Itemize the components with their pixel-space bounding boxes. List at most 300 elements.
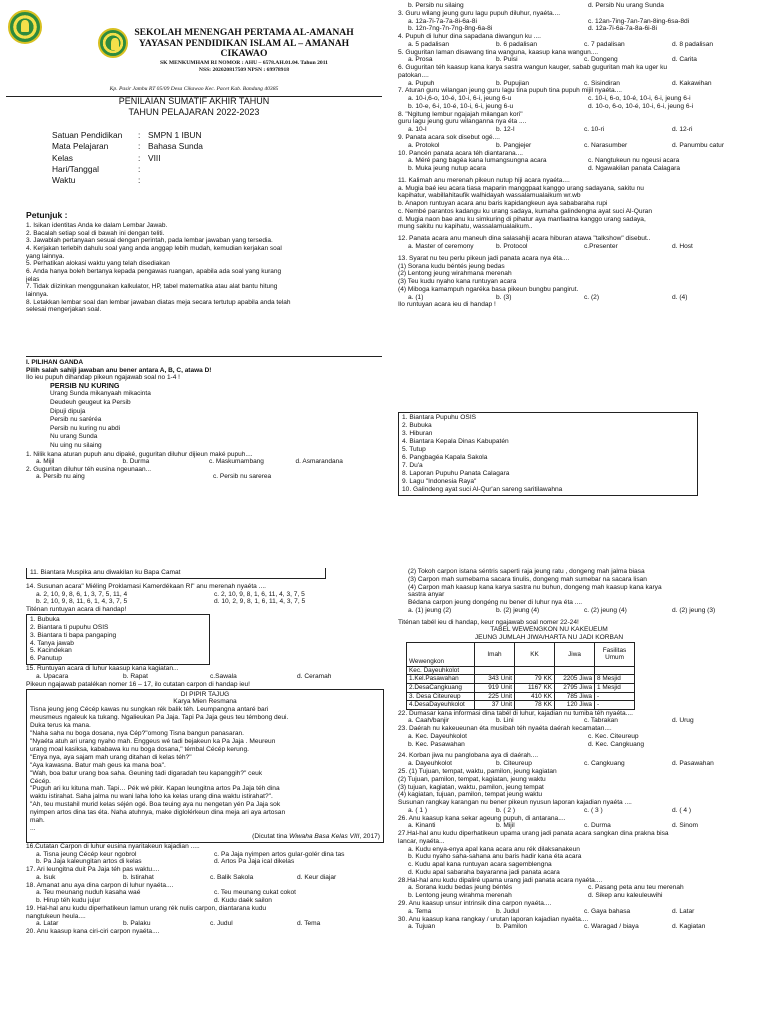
header-section — [6, 6, 382, 106]
question-25-line: (3) tujuan, kagiatan, waktu, pamilon, jeung tempat — [398, 783, 544, 791]
question-29: 29. Anu kaasup unsur intrinsik dina carpon nyaéta.... — [398, 900, 552, 907]
rundown-item: 10. Galindeng ayat suci Al-Qur'an sareng saritilawahna — [402, 486, 563, 494]
statement-line: (3) Carpon mah sumebarna sacara tinulis, dongeng mah sumebar na sacara lisan — [408, 575, 647, 583]
poem-title: PERSIB NU KURING — [50, 380, 120, 390]
answer-option: b. Lentong jeung wirahma merenah — [408, 892, 512, 900]
table-cell: 120 Jiwa — [555, 701, 595, 710]
answer-option: b. Lini — [496, 717, 514, 725]
colon: : — [138, 130, 141, 140]
answer-row — [408, 741, 760, 749]
answer-option: a. Protokol — [408, 141, 440, 149]
story-line: "Ah, teu mustahil murid kelas séjén ogé. Boa teuing aya nu nengetan yén Pa Jaja sok — [30, 801, 281, 809]
table-cell: 78 KK — [515, 701, 555, 710]
table-row — [407, 701, 635, 710]
table-cell: 2205 Jiwa — [555, 675, 595, 684]
question-1: 1. Nilik kana aturan pupuh anu dipaké, guguritan diluhur dijieun maké pupuh.... — [26, 450, 253, 458]
statement-line: (2) Tokoh carpon istana séntris saperti raja jeung ratu , dongeng mah jalma biasa — [408, 568, 645, 575]
answer-option: a. Teu meunang nuduh kasaha waé — [36, 889, 141, 897]
answer-option: c. Balik Sakola — [210, 873, 254, 881]
poem-line: Deudeuh geugeut ka Persib — [50, 399, 131, 407]
event-rundown-box — [26, 614, 210, 665]
answer-option: c. Pasang peta anu teu merenah — [588, 884, 684, 892]
answer-option: a. Persib nu aing — [36, 473, 85, 481]
answer-option: d. Persib Nu urang Sunda — [588, 2, 664, 9]
answer-option: d. Ngawakilan panata Calagara — [588, 165, 681, 173]
answer-option: c. Kudu apal kana runtuyan acara sagemblengna — [408, 861, 552, 869]
answer-option: b. Kec. Pasawahan — [408, 740, 465, 748]
table-row — [407, 675, 635, 684]
table-cell: 410 KK — [515, 692, 555, 701]
answer-option: a. Isuk — [36, 873, 56, 881]
answer-option: d. Artos Pa Jaja ical dikelas — [214, 858, 295, 866]
question-text: d. Mugia naon bae anu ku simkuring di pihatur aya manfaatna kanggo urang sadaya, — [398, 215, 646, 223]
question-text: 4. Pupuh di luhur dina sapadana diwangun ku .... — [398, 33, 541, 41]
answer-option: d. 12a-7i-6a-7a-8a-6i-8i — [588, 25, 657, 33]
answer-option: c. Teu meunang cukat cokot — [214, 889, 296, 897]
story-author: Karya Mien Resmana — [173, 698, 237, 706]
identity-value — [148, 175, 372, 186]
answer-option: d. Panumbu catur — [672, 141, 725, 149]
identity-label: Hari/Tanggal — [52, 164, 100, 175]
answer-option: c.Sawala — [210, 673, 237, 681]
answer-row — [408, 892, 760, 900]
answer-option: d. Carita — [672, 56, 697, 64]
question-text: (3) Teu kudu nyaho kana runtuyan acara — [398, 278, 517, 286]
answer-option: a. 10-I — [408, 126, 427, 134]
answer-row — [398, 41, 760, 49]
question-18: 18. Amanat anu aya dina carpon di luhur nyaéta.... — [26, 881, 174, 889]
identity-label: Mata Pelajaran — [52, 141, 109, 152]
answer-row — [398, 80, 760, 88]
answer-option: d. Ceramah — [297, 673, 332, 681]
rundown-item: 5. Tutup — [402, 446, 426, 454]
table-cell: 37 Unit — [475, 701, 515, 710]
question-25-line: (2) Tujuan, pamilon, tempat, kagiatan, jeung waktu — [398, 775, 546, 783]
answer-row — [36, 591, 384, 599]
story-line: "Enya nya, aya sajam mah urang ditahan di kelas téh?" — [30, 753, 192, 761]
table-header: Jiwa — [555, 642, 595, 666]
answer-option: d. Kagiatan — [672, 923, 706, 931]
instruction-item: 4. Kerjakan terlebih dahulu soal yang anda anggap lebih mudah, kemudian kerjakan soal — [26, 245, 282, 253]
poem-intro: Ilo ieu pupuh dihandap pikeun ngajawab soal no 1-4 ! — [26, 374, 180, 382]
identity-label: Kelas — [52, 152, 73, 163]
answer-option: a. Tisna jeung Cécép keur ngobrol — [36, 850, 137, 858]
answer-option: c. 10-i, 6-o, 10-é, 10-i, 6-i, jeung 6-i — [588, 95, 691, 103]
answer-option: d. 12-ri — [672, 126, 693, 134]
instruction-item: 6. Anda hanya boleh bertanya kepada pengawas ruangan, apabila ada soal yang kurang — [26, 268, 282, 276]
answer-option: c. Sisindiran — [584, 79, 620, 87]
answer-option: c. Judul — [210, 920, 233, 928]
answer-option: a. Méré pang bagéa kana lumangsungna acara — [408, 157, 547, 165]
answer-option: d. Pasawahan — [672, 760, 714, 768]
table-cell: 2795 Jiwa — [555, 683, 595, 692]
instruction-item: 3. Jawablah pertanyaan sesuai dengan perintah, pada lembar jawaban yang tersedia. — [26, 237, 273, 245]
answer-option: b. 2, 10, 9, 8, 11, 6, 1, 4, 3, 7, 5 — [36, 598, 128, 606]
foundation-name: YAYASAN PENDIDIKAN ISLAM AL – AMANAH — [138, 37, 350, 49]
answer-option: c. 10-ri — [584, 126, 605, 134]
question-text: Ilo runtuyan acara ieu di handap ! — [398, 301, 496, 309]
questions-21-30 — [398, 568, 760, 931]
table-cell: 1 Mesjid — [595, 683, 635, 692]
answer-option: c. Tabrakan — [584, 717, 618, 725]
answer-row — [408, 733, 760, 741]
answer-option: a. 12a-7i-7a-7a-8i-6a-8i — [408, 17, 477, 25]
identity-row — [52, 130, 372, 141]
answer-option: c. ( 3 ) — [584, 806, 603, 814]
question-text: 11. Kalimah anu merenah pikeun nutup hiji acara nyaéta.... — [398, 176, 570, 184]
instruction-item: yang lainnya. — [26, 252, 65, 260]
statement-line: Bédana carpon jeung dongéng nu bener di luhur nya éta .... — [408, 599, 583, 607]
table-header: Fasilitas Umum — [595, 642, 635, 666]
question-text: 5. Guguritan laman disawang tina wanguna, kaasup kana wangun.... — [398, 48, 599, 56]
answer-row — [398, 294, 760, 302]
answer-option: a. (1) jeung (2) — [408, 606, 452, 614]
answer-option: c. Cangkuang — [584, 760, 625, 768]
poem-line: Nu urang Sunda — [50, 433, 98, 441]
answer-option: b. Istirahat — [123, 873, 154, 881]
answer-option: a. Kinanti — [408, 822, 436, 830]
table-cell: 4.DesaDayeuhkolot — [407, 701, 475, 710]
answer-row — [36, 889, 384, 897]
section-title: I. PILIHAN GANDA — [26, 359, 84, 366]
answer-row — [408, 884, 760, 892]
answer-option: a. Tema — [408, 907, 432, 915]
table-cell — [555, 666, 595, 675]
answer-option: a. Upacara — [36, 673, 69, 681]
question-text: 9. Panata acara sok disebut ogé.... — [398, 134, 500, 142]
answer-option: d. ( 4 ) — [672, 806, 692, 814]
identity-row — [52, 141, 372, 152]
answer-option: b. Protocol — [496, 242, 528, 250]
table-title-1: TABEL WEWENGKON NU KAKEUEUM — [490, 626, 608, 634]
question-text: kapihatur, wabillahitaufik walhidayah wassalamualaikum wr.wb — [398, 192, 581, 200]
identity-row — [52, 175, 372, 186]
poem-line: Nu uing nu silaing — [50, 441, 102, 449]
answer-option: b. (2) jeung (4) — [496, 606, 540, 614]
question-text: 12. Panata acara anu maneuh dina salasahiji acara hiburan atawa "talkshow" disebut.. — [398, 235, 651, 243]
table-cell: Kec. Dayeuhkolot — [407, 666, 475, 675]
rundown-box — [398, 412, 698, 496]
answer-option: d. 10, 2, 9, 8, 1, 6, 11, 4, 3, 7, 5 — [214, 598, 306, 606]
answer-option: d. (2) jeung (3) — [672, 606, 716, 614]
story-line: Duka terus ka mana. — [30, 722, 91, 730]
answer-option: c. Durma — [584, 822, 611, 830]
answer-option: c. Waragad / biaya — [584, 923, 639, 931]
exam-title: PENILAIAN SUMATIF AKHIR TAHUN TAHUN PELAJARAN 2022-2023 — [118, 96, 270, 117]
answer-option: c. Dongeng — [584, 56, 618, 64]
answer-option: b. Rapat — [123, 673, 148, 681]
answer-row — [36, 897, 384, 905]
instruction-item: 7. Tidak diizinkan menggunakan kalkulator, HP, tabel matematika atau alat bantu hitung — [26, 283, 278, 291]
story-line: "Wah, boa batur urang boa saha. Geuning tadi digaradah teu kapanggih?" ceuk — [30, 769, 263, 777]
question-2: 2. Guguritan diluhur téh eusina ngeunaan... — [26, 465, 152, 473]
answer-row — [36, 598, 384, 606]
story-intro: Pikeun ngajawab patalékan nomer 16 – 17, ilo cutatan carpon di handap ieu! — [26, 680, 250, 688]
table-row — [407, 683, 635, 692]
question-20: 20. Anu kaasup kana ciri-ciri carpon nyaéta.... — [26, 928, 160, 936]
answer-option: c. 2, 10, 9, 8, 1, 6, 11, 4, 3, 7, 5 — [214, 590, 305, 598]
colon: : — [138, 141, 141, 152]
school-location: CIKAWAO — [220, 48, 268, 60]
answer-row — [398, 18, 760, 26]
instruction-item: selesai mengerjakan soal. — [26, 306, 102, 314]
rundown-item: 9. Lagu "Indonesia Raya" — [402, 478, 477, 486]
rundown-item: 3. Biantara ti bapa pangaping — [30, 631, 117, 639]
answer-option: c. 7 padalisan — [584, 40, 625, 48]
question-17: 17. Ari leungitna duit Pa Jaja téh pas waktu.... — [26, 866, 160, 874]
answer-option: b. 6 padalisan — [496, 40, 538, 48]
identity-value — [148, 164, 372, 175]
question-text: guru lagu jeung guru wilanganna nya éta .... — [398, 118, 527, 126]
question-27-cont: lancar, nyaéta... — [398, 837, 445, 845]
disaster-table — [406, 642, 635, 710]
answer-option: c. 12an-7ing-7an-7an-8ing-6sa-8di — [588, 17, 690, 25]
answer-row — [398, 243, 760, 251]
question-25-line: 25. (1) Tujuan, tempat, waktu, pamilon, jeung kagiatan — [398, 767, 557, 775]
table-cell: 8 Mesjid — [595, 675, 635, 684]
answer-option: c. Maskumambang — [209, 458, 264, 466]
answer-option: c. (2) jeung (4) — [584, 606, 627, 614]
instruction-item: 1. Isikan identitas Anda ke dalam Lembar Jawab. — [26, 222, 168, 230]
question-text: 3. Guru wilang jeung guru lagu pupuh diluhur, nyaéta.... — [398, 9, 561, 17]
table-header: Wewengkon — [407, 642, 475, 666]
question-19: 19. Hal-hal anu kudu diperhatikeun lamun urang rék nulis carpon, diantarana kudu — [26, 904, 267, 912]
answer-option: a. 5 padalisan — [408, 40, 450, 48]
table-cell: - — [595, 701, 635, 710]
table-intro: Titénan tabél ieu di handap, keur ngajawab soal nomer 22-24! — [398, 618, 579, 626]
answer-row — [398, 103, 760, 111]
story-line: mah. — [30, 817, 45, 825]
answer-option: c. Persib nu sarerea — [213, 473, 272, 481]
story-line: "Puguh ari ku kituna mah. Tapi… Pék wé pikir. Kapan leungitna artos Pa Jaja téh dina — [30, 785, 280, 793]
answer-option: a. 2, 10, 9, 8, 6, 1, 3, 7, 5, 11, 4 — [36, 590, 128, 598]
questions-3-13 — [398, 2, 760, 309]
table-row — [407, 666, 635, 675]
question-19-cont: nangtukeun heula.... — [26, 912, 86, 920]
answer-option: c. Kec. Citeureup — [588, 732, 639, 740]
school-name: SEKOLAH MENENGAH PERTAMA AL-AMANAH — [134, 27, 354, 38]
colon: : — [138, 164, 141, 175]
identity-row — [52, 153, 372, 164]
rundown-item-11: 11. Biantara Muspika anu diwakilan ku Bapa Camat — [26, 568, 326, 579]
answer-row — [36, 851, 384, 859]
question-text: 10. Pancén panata acara téh diantarana.... — [398, 149, 524, 157]
nss-npsn: NSS: 202020817509 NPSN : 69978918 — [198, 66, 290, 73]
section-pilihan-ganda — [26, 354, 382, 481]
table-cell — [595, 666, 635, 675]
question-23: 23. Daérah nu kakeueunan éta musibah téh nyaéta daérah kecamatan.... — [398, 725, 612, 733]
question-22: 22. Dumasar kana informasi dina tabél di luhur, kajadian nu tumiba téh nyaéta.... — [398, 709, 633, 717]
question-text: a. Mugia baé ieu acara tiasa maparin manggpaat kanggo urang sadayana, sakitu nu — [398, 184, 644, 192]
question-text: 13. Syarat nu teu perlu pikeun jadi panata acara nya éta.... — [398, 254, 570, 262]
answer-option: d. Tema — [297, 920, 321, 928]
table-cell: 343 Unit — [475, 675, 515, 684]
table-cell: 919 Unit — [475, 683, 515, 692]
answer-option: d. Keur diajar — [297, 873, 337, 881]
answer-option: a. Latar — [36, 920, 59, 928]
rundown-item: 4. Biantara Kepala Dinas Kabupatén — [402, 438, 509, 446]
answer-option: d. Kudu daék sailon — [214, 897, 272, 905]
school-address: Kp. Pasir Jambu RT 05/09 Desa Cikawao Kec. Pacet Kab. Bandung 40385 — [109, 86, 279, 92]
poem-line: Persib nu saréréa — [50, 416, 102, 424]
answer-row — [398, 56, 760, 64]
answer-option: a. ( 1 ) — [408, 806, 428, 814]
answer-option: d. 10-o, 6-o, 10-é, 10-i, 6-i, jeung 6-i — [588, 102, 694, 110]
question-26: 26. Anu kaasup kana sekar ageung pupuh, di antarana.... — [398, 814, 566, 822]
story-line: "Nyaéta atuh ari urang nyaho mah. Enggeus wé tadi bejakeun ka Pa Jaja . Meureun — [30, 738, 276, 745]
answer-option: a. Tujuan — [408, 923, 436, 931]
question-15-intro: Titénan runtuyan acara di handap! — [26, 606, 127, 614]
story-line: nyimpen artos dina tas éta. Naha atuhnya, make diglolérkeun dina meja ari aya artosan — [30, 809, 286, 817]
answer-option: b. Puisi — [496, 56, 518, 64]
table-cell: 225 Unit — [475, 692, 515, 701]
answer-option: b. 10-e, 6-i, 10-é, 10-i, 6-i, jeung 6-u — [408, 102, 514, 110]
answer-option: a. (1) — [408, 293, 424, 301]
answer-option: c.Presenter — [584, 242, 618, 250]
answer-option: a. Kudu enya-enya apal kana acara anu rék dilaksanakeun — [408, 845, 580, 853]
answer-option: a. 10-i,6-o, 10-é, 10-i, 6-i, jeung 6-u — [408, 95, 512, 103]
instruction-item: 5. Perhatikan alokasi waktu yang telah disediakan — [26, 260, 170, 268]
statement-line: (4) Carpon mah kaasup kana karya sastra nu buhun, dongeng mah kaasup kana karya — [408, 583, 662, 591]
question-text: 8. "Ngitung lembur ngajajah milangan kori" — [398, 110, 523, 118]
colon: : — [138, 152, 141, 163]
table-cell: 3. Desa Citeureup — [407, 692, 475, 701]
rundown-item: 2. Biantara ti pupuhu OSIS — [30, 623, 109, 631]
answer-option: a. Prosa — [408, 56, 433, 64]
answer-row — [36, 858, 384, 866]
section-instruction: Pilih salah sahiji jawaban anu bener antara A, B, C, atawa D! — [26, 366, 212, 374]
instruction-item: lainnya. — [26, 291, 49, 299]
answer-option: b. Pangjejer — [496, 141, 532, 149]
rundown-item: 1. Bubuka — [30, 615, 60, 623]
story-line: waktu istirahat. Saha jalma nu wani laha loho ka kelas urang dina waktu istirahat?". — [30, 793, 273, 801]
question-text: 7. Aturan guru wilangan jeung guru lagu tina pupuh tina pupuh mijil nyaéta.... — [398, 87, 622, 95]
poem-line: Dipuji dipuja — [50, 407, 86, 415]
answer-option: a. Caah/banjir — [408, 717, 450, 725]
rundown-item: 6. Panutup — [30, 655, 62, 663]
answer-option: b. (3) — [496, 293, 512, 301]
instruction-item: jelas — [26, 275, 40, 283]
instruction-item: 2. Bacalah setiap soal di bawah ini dengan teliti. — [26, 229, 165, 237]
question-text: mung sakitu nu kapihatu, wassalamualaikum.. — [398, 223, 533, 231]
answer-option: b. Persib nu silaing — [408, 2, 464, 9]
question-14: 14. Susunan acara" Miéling Proklamasi Kamerdékaan RI" anu merenah nyaéta .... — [26, 582, 266, 590]
answer-option: b. Pamilon — [496, 923, 528, 931]
story-line: "Aya kawasna. Batur mah geus ka mana boa". — [30, 761, 166, 769]
answer-row — [398, 165, 760, 173]
answer-option: b. Palaku — [123, 920, 151, 928]
table-header: KK — [515, 642, 555, 666]
answer-option: b. 12n-7ng-7n-7ng-8ng-6a-8i — [408, 25, 493, 33]
answer-row — [398, 142, 760, 150]
story-box — [26, 689, 384, 843]
table-cell — [475, 666, 515, 675]
answer-option: c. Nangtukeun nu ngeusi acara — [588, 157, 680, 165]
story-line: Tisna jeung jeng Cécép kawas nu sungkan rék balik téh. Leumpangna antaré bari — [30, 706, 269, 714]
story-citation: (Dicutat tina Wiwaha Basa Kelas VIII, 2017) — [252, 832, 380, 840]
answer-option: d. Latar — [672, 907, 695, 915]
question-text: (4) Miboga kamampuh ngaréka basa pikeun bungbu pangirut. — [398, 285, 579, 293]
question-30: 30. Anu kaasup kana rangkay / urutan laporan kajadian nyaéta.... — [398, 915, 589, 923]
answer-row — [398, 95, 760, 103]
answer-option: b. Muka jeung nutup acara — [408, 165, 487, 173]
poem-line: Persib nu kuring nu abdi — [50, 424, 121, 432]
table-cell: - — [595, 692, 635, 701]
table-cell: 1167 KK — [515, 683, 555, 692]
answer-option: c. Narasumber — [584, 141, 628, 149]
answer-option: a. Sorana kudu bedas jeung béntés — [408, 884, 513, 892]
identity-value: Bahasa Sunda — [148, 141, 203, 152]
story-line: Cécép. — [30, 777, 51, 785]
answer-option: d. Host — [672, 242, 693, 250]
rundown-item: 1. Biantara Pupuhu OSIS — [402, 414, 477, 421]
question-28: 28.Hal-hal anu kudu dipaliré upama urang jadi panata acara nyaéta.... — [398, 876, 603, 884]
instructions — [26, 210, 382, 314]
answer-option: c. Gaya bahasa — [584, 907, 631, 915]
answer-row — [398, 126, 760, 134]
story-title: DI PIPIR TAJUG — [180, 690, 230, 698]
table-cell: 2.DesaCangkuang — [407, 683, 475, 692]
rundown-item: 4. Tanya jawab — [30, 639, 74, 647]
answer-option: d. Asmarandana — [295, 458, 343, 466]
answer-option: d. 8 padalisan — [672, 40, 714, 48]
identity-value: VIII — [148, 152, 161, 163]
identity-row — [52, 164, 372, 175]
answer-row — [398, 25, 760, 33]
statement-line: sastra anyar — [408, 591, 445, 599]
answer-option: a. Kec. Dayeuhkolot — [408, 732, 468, 740]
answer-option: b. 12-I — [496, 126, 515, 134]
table-row — [407, 692, 635, 701]
answer-option: b. Mijil — [496, 822, 515, 830]
story-line: urang moal kasiksa, kababawa ku nu boga dosana," témbal Cécép kerung. — [30, 745, 249, 753]
answer-option: b. Pupujian — [496, 79, 529, 87]
question-27: 27.Hal-hal anu kudu diperhatikeun upama urang jadi panata acara sangkan dina prakna bisa — [398, 830, 669, 838]
sk-number: SK MENKUMHAM RI NOMOR : AHU – 6578.AH.01.04. Tahun 2011 — [160, 60, 328, 67]
question-text: b. Anapon runtuyan acara anu baris kapidangkeun aya sababaraha rupi — [398, 200, 608, 208]
table-cell: 79 KK — [515, 675, 555, 684]
question-24: 24. Korban jiwa nu panglobana aya di daérah.... — [398, 752, 539, 760]
answer-option: d. Kakawihan — [672, 79, 712, 87]
instruction-item: 8. Letakkan lembar soal dan lembar jawaban diatas meja secara tertutup apabila anda telah — [26, 298, 291, 306]
answer-option: b. Kudu nyaho saha-sahana anu baris hadir kana éta acara — [408, 853, 582, 861]
rundown-item: 5. Kacindekan — [30, 647, 72, 655]
table-cell: 785 Jiwa — [555, 692, 595, 701]
colon: : — [138, 175, 141, 186]
answer-option: c. Pa Jaja nyimpen artos gular-golér dina tas — [214, 850, 345, 858]
answer-option: d. Kec. Cangkuang — [588, 740, 645, 748]
answer-option: b. Pa Jaja kaleungitan artos di kelas — [36, 858, 142, 866]
answer-option: d. Kudu apal sabaraha bayaranna jadi panata acara — [408, 868, 560, 876]
poem-line: Urang Sunda mikanyaah mikacinta — [50, 390, 151, 398]
question-text: (2) Lentong jeung wirahmana merenah — [398, 270, 512, 278]
answer-option: d. Urug — [672, 717, 694, 725]
question-15: 15. Runtuyan acara di luhur kaasup kana kagiatan... — [26, 665, 179, 673]
question-text: patokan.... — [398, 71, 429, 79]
answer-option: b. Citeureup — [496, 760, 532, 768]
rundown-item: 2. Bubuka — [402, 422, 432, 430]
question-25-line: (4) kagiatan, tujuan, pamilon, tempat jeung waktu — [398, 791, 543, 799]
answer-option: a. Dayeuhkolot — [408, 760, 452, 768]
answer-option: d. Sinom — [672, 822, 699, 830]
rundown-item: 8. Laporan Pupuhu Panata Calagara — [402, 470, 510, 478]
question-text: c. Nembé parantos kadangu ku urang sadaya, kumaha galindengna ayat suci Al-Quran — [398, 207, 653, 215]
table-cell — [515, 666, 555, 675]
identity-label: Waktu — [52, 175, 76, 186]
instructions-heading: Petunjuk : — [26, 210, 68, 220]
story-line: meusmeus ngaleuk ka tukang. Ngalieukan Pa Jaja. Tapi Pa Jaja geus teu témbong deui. — [30, 714, 289, 722]
answer-option: b. Hirup téh kudu jujur — [36, 897, 101, 905]
